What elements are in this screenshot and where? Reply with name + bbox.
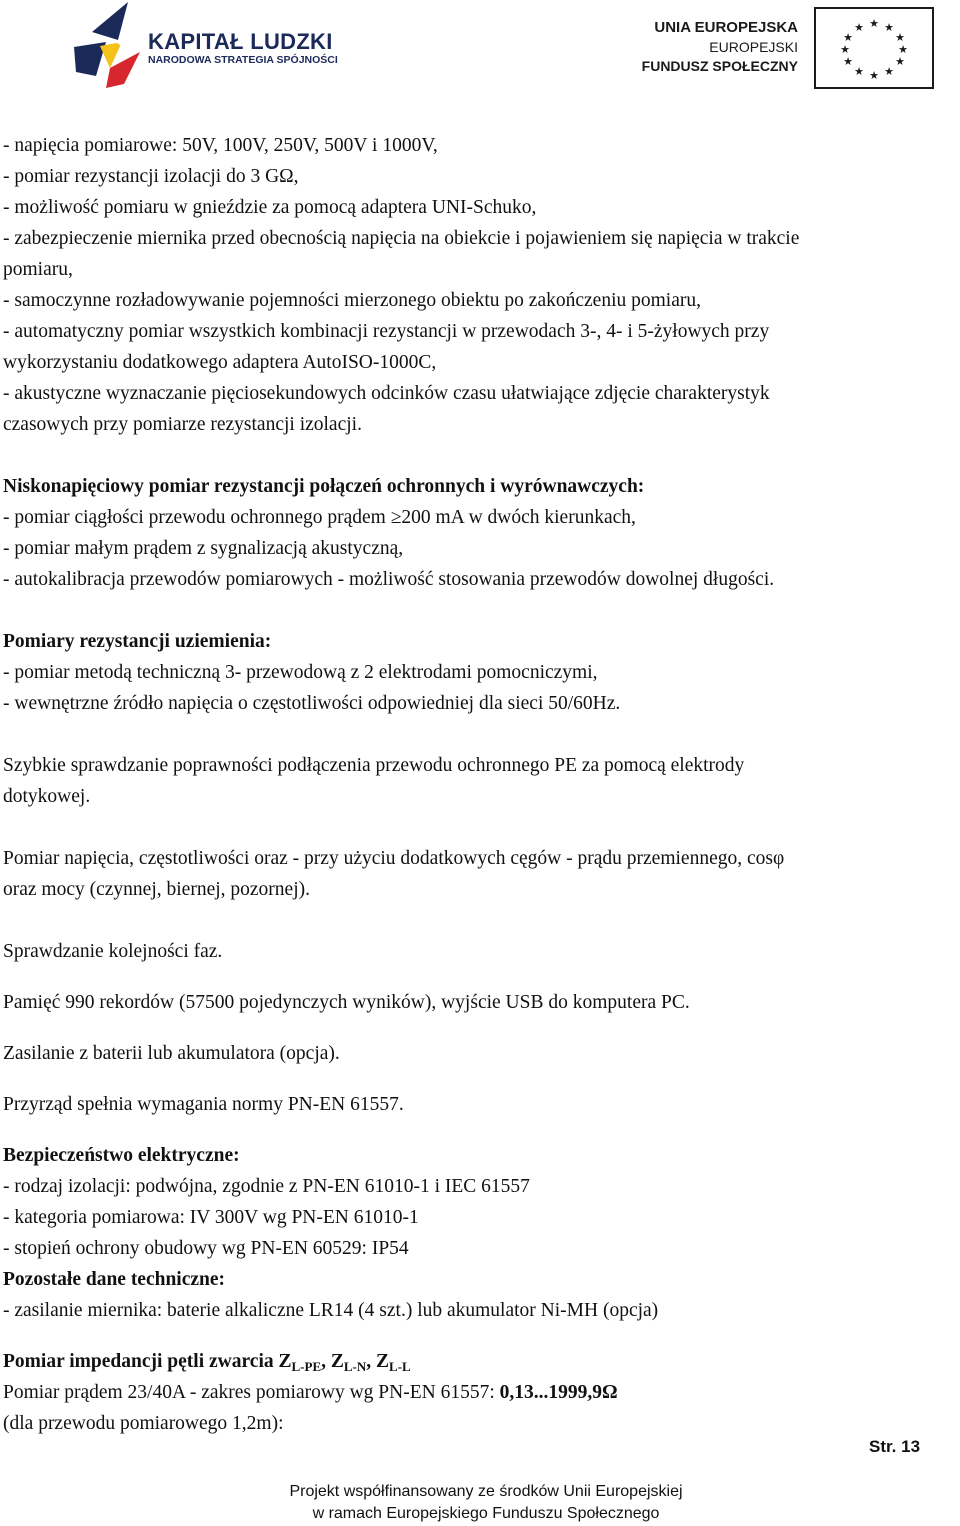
text-line: pomiaru, — [3, 259, 73, 280]
eu-line-3: FUNDUSZ SPOŁECZNY — [641, 58, 798, 74]
section-heading-loop-impedance — [3, 1346, 958, 1377]
text-line: czasowych przy pomiarze rezystancji izolacji. — [3, 414, 362, 435]
text-line: - akustyczne wyznaczanie pięciosekundowych odcinków czasu ułatwiające zdjęcie charakterystyk — [3, 383, 770, 404]
text-line: Pomiar napięcia, częstotliwości oraz - przy użyciu dodatkowych cęgów - prądu przemiennego, cosφ — [3, 848, 785, 869]
svg-text:★: ★ — [884, 65, 894, 78]
text-line: - samoczynne rozładowywanie pojemności mierzonego obiektu po zakończeniu pomiaru, — [3, 290, 701, 311]
document-body — [3, 130, 958, 1439]
text-line: Szybkie sprawdzanie poprawności podłączenia przewodu ochronnego PE za pomocą elektrody — [3, 755, 745, 776]
svg-text:★: ★ — [854, 65, 864, 78]
text-line: - zabezpieczenie miernika przed obecnością napięcia na obiekcie i pojawieniem się napięcia w trakcie — [3, 228, 800, 249]
eu-line-2: EUROPEJSKI — [709, 39, 798, 55]
svg-text:★: ★ — [898, 43, 908, 56]
svg-text:★: ★ — [843, 31, 853, 44]
svg-text:★: ★ — [843, 55, 853, 68]
text-line: (dla przewodu pomiarowego 1,2m): — [3, 1413, 284, 1434]
footer-line-1: Projekt współfinansowany ze środków Unii Europejskiej — [289, 1483, 683, 1500]
text-line — [3, 1377, 958, 1408]
section-heading-earthing: Pomiary rezystancji uziemienia: — [3, 631, 272, 652]
eu-flag-icon — [814, 7, 934, 89]
text-line: - pomiar małym prądem z sygnalizacją akustyczną, — [3, 538, 404, 559]
text-line: Pamięć 990 rekordów (57500 pojedynczych wyników), wyjście USB do komputera PC. — [3, 992, 690, 1013]
text-line: wykorzystaniu dodatkowego adaptera AutoISO-1000C, — [3, 352, 437, 373]
eu-wordmark — [642, 18, 798, 76]
svg-text:★: ★ — [854, 21, 864, 34]
section-heading-low-voltage: Niskonapięciowy pomiar rezystancji połączeń ochronnych i wyrównawczych: — [3, 476, 645, 497]
text-line: - pomiar metodą techniczną 3- przewodową z 2 elektrodami pomocniczymi, — [3, 662, 598, 683]
page-number: Str. 13 — [869, 1437, 921, 1456]
svg-text:★: ★ — [869, 17, 879, 30]
text-line: Zasilanie z baterii lub akumulatora (opcja). — [3, 1043, 340, 1064]
text-line: - kategoria pomiarowa: IV 300V wg PN-EN 61010-1 — [3, 1207, 419, 1228]
section-heading-safety: Bezpieczeństwo elektryczne: — [3, 1145, 240, 1166]
svg-text:★: ★ — [895, 31, 905, 44]
text-line: - autokalibracja przewodów pomiarowych - możliwość stosowania przewodów dowolnej długości. — [3, 569, 775, 590]
subscript: L-L — [389, 1359, 411, 1374]
range-text: Pomiar prądem 23/40A - zakres pomiarowy wg PN-EN 61557: — [3, 1382, 500, 1403]
text-line: - zasilanie miernika: baterie alkaliczne LR14 (4 szt.) lub akumulator Ni-MH (opcja) — [3, 1300, 659, 1321]
svg-text:★: ★ — [895, 55, 905, 68]
text-line: oraz mocy (czynnej, biernej, pozornej). — [3, 879, 310, 900]
text-line: Sprawdzanie kolejności faz. — [3, 941, 223, 962]
range-value: 0,13...1999,9Ω — [499, 1382, 618, 1403]
text-line: - napięcia pomiarowe: 50V, 100V, 250V, 500V i 1000V, — [3, 135, 438, 156]
subscript: L-PE — [291, 1359, 322, 1374]
section-heading-other: Pozostałe dane techniczne: — [3, 1269, 226, 1290]
svg-text:★: ★ — [884, 21, 894, 34]
subscript: L-N — [343, 1359, 367, 1374]
text-line: - możliwość pomiaru w gnieździe za pomocą adaptera UNI-Schuko, — [3, 197, 537, 218]
text-line: Przyrząd spełnia wymagania normy PN-EN 61557. — [3, 1094, 404, 1115]
text-line: - automatyczny pomiar wszystkich kombinacji rezystancji w przewodach 3-, 4- i 5-żyłowych przy — [3, 321, 770, 342]
kl-subtitle: NARODOWA STRATEGIA SPÓJNOŚCI — [148, 54, 338, 66]
svg-text:★: ★ — [869, 69, 879, 82]
eu-line-1: UNIA EUROPEJSKA — [654, 19, 798, 36]
kl-title: KAPITAŁ LUDZKI — [148, 29, 333, 54]
text-line: dotykowej. — [3, 786, 91, 807]
text-line: - pomiar ciągłości przewodu ochronnego prądem ≥200 mA w dwóch kierunkach, — [3, 507, 636, 528]
footer-line-2: w ramach Europejskiego Funduszu Społecznego — [312, 1505, 660, 1522]
text-line: - stopień ochrony obudowy wg PN-EN 60529: IP54 — [3, 1238, 409, 1259]
svg-text:★: ★ — [840, 43, 850, 56]
separator: , Z — [321, 1351, 344, 1372]
loop-heading-text: Pomiar impedancji pętli zwarcia Z — [3, 1351, 292, 1372]
page-header — [0, 0, 960, 100]
text-line: - wewnętrzne źródło napięcia o częstotliwości odpowiedniej dla sieci 50/60Hz. — [3, 693, 621, 714]
page-footer — [0, 1481, 960, 1525]
text-line: - pomiar rezystancji izolacji do 3 GΩ, — [3, 166, 299, 187]
separator: , Z — [366, 1351, 390, 1372]
kapital-ludzki-wordmark — [148, 30, 338, 67]
text-line: - rodzaj izolacji: podwójna, zgodnie z PN-EN 61010-1 i IEC 61557 — [3, 1176, 530, 1197]
